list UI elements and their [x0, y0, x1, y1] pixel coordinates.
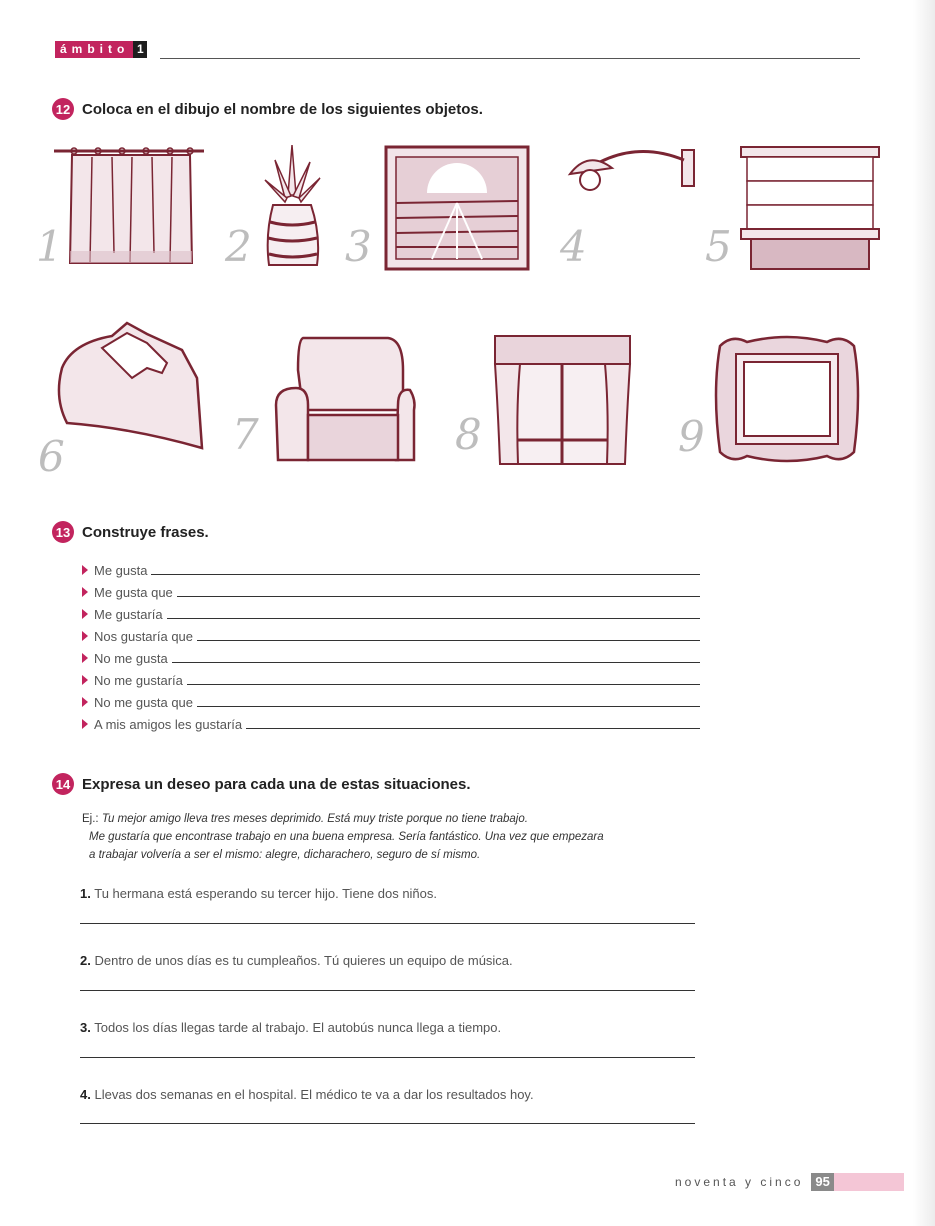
exercise-14-instruction: Expresa un deseo para cada una de estas situaciones.: [82, 775, 471, 793]
answer-line[interactable]: [151, 573, 700, 575]
arrow-icon: [82, 565, 88, 575]
example-answer-line-1: Me gustaría que encontrase trabajo en una buena empresa. Sería fantástico. Una vez que empezara: [89, 831, 604, 843]
exercise-13-badge: 13: [52, 521, 74, 543]
mirror-icon: [712, 332, 862, 467]
situation-4-answer-line[interactable]: [80, 1123, 695, 1124]
object-number-4: 4: [560, 222, 587, 271]
arrow-icon: [82, 609, 88, 619]
answer-line[interactable]: [197, 705, 700, 707]
object-number-8: 8: [455, 410, 482, 459]
situation-2-answer-line[interactable]: [80, 990, 695, 991]
sentence-row: [82, 714, 700, 732]
arrow-icon: [82, 697, 88, 707]
sentence-row: [82, 604, 700, 622]
arrow-icon: [82, 587, 88, 597]
answer-line[interactable]: [187, 683, 700, 685]
object-number-6: 6: [38, 432, 65, 481]
example-block: [82, 810, 702, 864]
situation-number: 2.: [80, 953, 91, 968]
section-number: 1: [133, 41, 147, 58]
situation-number: 3.: [80, 1020, 91, 1035]
situation-text: Dentro de unos días es tu cumpleaños. Tú quieres un equipo de música.: [94, 953, 513, 968]
sentence-prompt: No me gustaría: [94, 673, 183, 688]
arrow-icon: [82, 631, 88, 641]
sentence-prompt: Nos gustaría que: [94, 629, 194, 644]
example-label: Ej.:: [82, 813, 99, 825]
header-rule: [160, 58, 860, 59]
exercise-14-badge: 14: [52, 773, 74, 795]
situation-text: Todos los días llegas tarde al trabajo. El autobús nunca llega a tiempo.: [94, 1020, 502, 1035]
object-number-3: 3: [345, 222, 372, 271]
situation-2: [80, 953, 513, 968]
answer-line[interactable]: [172, 661, 700, 663]
exercise-13-heading: [52, 521, 209, 543]
exercise-12-instruction: Coloca en el dibujo el nombre de los siguientes objetos.: [82, 100, 483, 118]
cushion-icon: [52, 318, 207, 458]
sentence-prompt: No me gusta: [94, 651, 168, 666]
sentence-row: [82, 626, 700, 644]
curtain-icon: [52, 143, 207, 273]
situation-text: Llevas dos semanas en el hospital. El médico te va a dar los resultados hoy.: [94, 1087, 534, 1102]
situation-number: 4.: [80, 1087, 91, 1102]
example-situation: Tu mejor amigo lleva tres meses deprimido. Está muy triste porque no tiene trabajo.: [101, 813, 528, 825]
sentence-row: [82, 582, 700, 600]
vase-icon: [255, 140, 330, 275]
arrow-icon: [82, 719, 88, 729]
sentence-row: [82, 670, 700, 688]
armchair-icon: [268, 330, 418, 468]
exercise-13-instruction: Construye frases.: [82, 523, 209, 541]
section-header: [55, 40, 147, 58]
situation-3: [80, 1020, 501, 1035]
exercise-14-heading: [52, 773, 471, 795]
sentence-row: [82, 560, 700, 578]
answer-line[interactable]: [177, 595, 700, 597]
exercise-12-heading: [52, 98, 483, 120]
situation-number: 1.: [80, 886, 91, 901]
answer-line[interactable]: [246, 727, 700, 729]
example-answer-line-2: a trabajar volvería a ser el mismo: alegre, dicharachero, seguro de sí mismo.: [89, 849, 481, 861]
sentence-row: [82, 648, 700, 666]
page-edge-shadow: [913, 0, 935, 1226]
object-number-2: 2: [225, 222, 252, 271]
window-icon: [490, 330, 635, 470]
section-label: ámbito: [55, 41, 133, 58]
answer-line[interactable]: [197, 639, 700, 641]
situation-1: [80, 886, 437, 901]
sentence-prompt: Me gusta: [94, 563, 148, 578]
sentence-row: [82, 692, 700, 710]
situation-4: [80, 1087, 534, 1102]
situation-text: Tu hermana está esperando su tercer hijo. Tiene dos niños.: [94, 886, 438, 901]
page-number-words: noventa y cinco: [675, 1175, 804, 1189]
exercise-12-badge: 12: [52, 98, 74, 120]
situation-1-answer-line[interactable]: [80, 923, 695, 924]
sentence-prompt: Me gustaría: [94, 607, 163, 622]
wall-lamp-icon: [560, 140, 700, 200]
page-footer: [675, 1173, 904, 1191]
arrow-icon: [82, 653, 88, 663]
object-number-5: 5: [705, 222, 732, 271]
painting-icon: [382, 143, 532, 273]
sentence-prompt: A mis amigos les gustaría: [94, 717, 243, 732]
answer-line[interactable]: [167, 617, 700, 619]
footer-accent-bar: [834, 1173, 904, 1191]
situation-3-answer-line[interactable]: [80, 1057, 695, 1058]
arrow-icon: [82, 675, 88, 685]
page-number: 95: [811, 1173, 833, 1191]
object-number-9: 9: [678, 412, 705, 461]
object-number-7: 7: [232, 410, 259, 459]
blind-icon: [735, 143, 885, 275]
sentence-prompt: No me gusta que: [94, 695, 194, 710]
object-number-1: 1: [36, 222, 63, 271]
sentence-prompt: Me gusta que: [94, 585, 173, 600]
